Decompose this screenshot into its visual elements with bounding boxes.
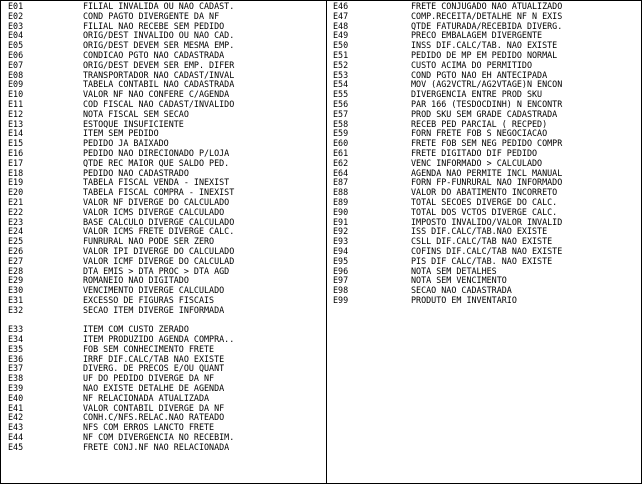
error-description: EXCESSO DE FIGURAS FISCAIS [83, 295, 215, 305]
error-row [1, 394, 326, 404]
error-row [327, 110, 640, 120]
error-code: E19 [8, 178, 24, 188]
error-code: E52 [333, 60, 349, 70]
error-description: FORN FRETE FOB S NEGOCIACAO [411, 129, 548, 139]
error-description: VALOR CONTABIL DIVERGE DA NF [83, 403, 225, 413]
error-row [1, 423, 326, 433]
error-code: E06 [8, 50, 24, 60]
error-row [327, 169, 640, 179]
error-code: E09 [8, 80, 24, 90]
error-description: ORIG/DEST DEVEM SER MESMA EMP. [83, 41, 235, 51]
error-description: COND PGTO NAO EH ANTECIPADA [411, 70, 548, 80]
error-description: PEDIDO NAO DIRECIONADO P/LOJA [83, 148, 230, 158]
error-description: PRODUTO EM INVENTARIO [411, 295, 517, 305]
error-row [1, 22, 326, 32]
error-row [327, 237, 640, 247]
error-code: E36 [8, 354, 24, 364]
error-row [1, 296, 326, 306]
error-code: E24 [8, 227, 24, 237]
error-description: TABELA CONTABIL NAO CADASTRADA [83, 80, 235, 90]
error-code: E50 [333, 41, 349, 51]
error-description: FORN FP-FUNRURAL NAO INFORMADO [411, 178, 563, 188]
error-description: NOTA FISCAL SEM SECAO [83, 109, 189, 119]
error-code: E90 [333, 207, 349, 217]
error-description: UF DO PEDIDO DIVERGE DA NF [83, 374, 215, 384]
error-description: FILIAL INVALIDA OU NAO CADAST. [83, 2, 235, 11]
error-code: E26 [8, 246, 24, 256]
error-row [1, 41, 326, 51]
error-row [1, 345, 326, 355]
error-row [1, 120, 326, 130]
error-code: E16 [8, 148, 24, 158]
error-code: E31 [8, 295, 24, 305]
error-row [1, 267, 326, 277]
error-row [1, 286, 326, 296]
error-description: VALOR ICMF DIVERGE DO CALCULAD [83, 256, 235, 266]
error-description: TABELA FISCAL VENDA - INEXIST [83, 178, 230, 188]
error-row [1, 325, 326, 335]
error-row [1, 80, 326, 90]
error-code: E08 [8, 70, 24, 80]
error-description: VALOR IPI DIVERGE DO CALCULADO [83, 246, 235, 256]
error-description: CSLL DIF.CALC/TAB NAO EXISTE [411, 237, 553, 247]
error-description: QTDE REC MAIOR QUE SALDO PED. [83, 158, 230, 168]
error-description: MOV (AG2VCTRL/AG2VTAGE)N ENCON [411, 80, 563, 90]
error-description: ITEM SEM PEDIDO [83, 129, 159, 139]
error-code: E25 [8, 237, 24, 247]
error-row [1, 110, 326, 120]
error-code: E62 [333, 158, 349, 168]
error-row [327, 296, 640, 306]
error-row [1, 227, 326, 237]
error-row [1, 139, 326, 149]
error-row [1, 374, 326, 384]
error-description: PEDIDO NAO CADASTRADO [83, 168, 189, 178]
error-description: VENCIMENTO DIVERGE CALCULADO [83, 286, 225, 296]
error-row [1, 218, 326, 228]
error-row [1, 443, 326, 453]
error-description: RECEB PED PARCIAL ( RECPED) [411, 119, 548, 129]
error-row [327, 61, 640, 71]
error-row [1, 237, 326, 247]
error-code: E95 [333, 256, 349, 266]
error-code: E07 [8, 60, 24, 70]
error-row [1, 90, 326, 100]
error-code: E94 [333, 246, 349, 256]
error-code: E38 [8, 374, 24, 384]
error-description: COND PAGTO DIVERGENTE DA NF [83, 11, 220, 21]
error-row [1, 316, 326, 326]
error-row [327, 149, 640, 159]
error-description: ITEM COM CUSTO ZERADO [83, 325, 189, 335]
error-row [327, 12, 640, 22]
error-row [327, 267, 640, 277]
error-code: E17 [8, 158, 24, 168]
error-row [327, 178, 640, 188]
error-description: NF RELACIONADA ATUALIZADA [83, 393, 210, 403]
error-code: E58 [333, 119, 349, 129]
error-description: FUNRURAL NAO PODE SER ZERO [83, 237, 215, 247]
error-code: E41 [8, 403, 24, 413]
error-code: E48 [333, 21, 349, 31]
error-description: PROD SKU SEM GRADE CADASTRADA [411, 109, 558, 119]
error-row [1, 51, 326, 61]
error-code: E28 [8, 266, 24, 276]
error-description: NFS COM ERROS LANCTO FRETE [83, 423, 215, 433]
error-row [327, 198, 640, 208]
left-column [1, 1, 327, 483]
error-code: E55 [333, 90, 349, 100]
error-row [327, 188, 640, 198]
error-description: TOTAL SECOES DIVERGE DO CALC. [411, 197, 558, 207]
error-description: PAR 166 (TESDOCDINH) N ENCONTR [411, 99, 563, 109]
error-description: NF COM DIVERGENCIA NO RECEBIM. [83, 433, 235, 443]
error-code: E64 [333, 168, 349, 178]
error-code: E18 [8, 168, 24, 178]
error-row [327, 129, 640, 139]
error-description: FRETE CONJUGADO NAO ATUALIZADO [411, 2, 563, 11]
error-row [327, 247, 640, 257]
error-row [1, 71, 326, 81]
error-code: E14 [8, 129, 24, 139]
error-description: VALOR ICMS FRETE DIVERGE CALC. [83, 227, 235, 237]
error-code: E21 [8, 197, 24, 207]
error-code: E40 [8, 393, 24, 403]
error-row [1, 61, 326, 71]
error-row [1, 355, 326, 365]
error-description: FRETE DIGITADO DIF PEDIDO [411, 148, 538, 158]
error-code: E30 [8, 286, 24, 296]
error-row [1, 276, 326, 286]
error-description: TABELA FISCAL COMPRA - INEXIST [83, 188, 235, 198]
error-code: E57 [333, 109, 349, 119]
error-code: E49 [333, 31, 349, 41]
error-description: PRECO EMBALAGEM DIVERGENTE [411, 31, 543, 41]
error-row [327, 22, 640, 32]
error-description: FOB SEM CONHECIMENTO FRETE [83, 344, 215, 354]
error-description: COFINS DIF.CALC/TAB NAO EXISTE [411, 246, 563, 256]
error-description: SECAO NAO CADASTRADA [411, 286, 512, 296]
error-description: VENC INFORMADO > CALCULADO [411, 158, 543, 168]
error-description: AGENDA NAO PERMITE INCL MANUAL [411, 168, 563, 178]
error-code: E96 [333, 266, 349, 276]
error-description: COMP.RECEITA/DETALHE NF N EXIS [411, 11, 563, 21]
error-description: TRANSPORTADOR NAO CADAST/INVAL [83, 70, 235, 80]
error-description: PEDIDO DE MP EM PEDIDO NORMAL [411, 50, 558, 60]
error-description: PEDIDO JA BAIXADO [83, 139, 169, 149]
error-row [327, 139, 640, 149]
error-code: E20 [8, 188, 24, 198]
error-description: ISS DIF.CALC/TAB.NAO EXISTE [411, 227, 548, 237]
error-code: E03 [8, 21, 24, 31]
error-row [1, 433, 326, 443]
error-code: E04 [8, 31, 24, 41]
error-code: E35 [8, 344, 24, 354]
error-code: E05 [8, 41, 24, 51]
error-code: E46 [333, 2, 349, 11]
error-code: E34 [8, 335, 24, 345]
error-code: E47 [333, 11, 349, 21]
error-description: QTDE FATURADA/RECEBIDA DIVERG. [411, 21, 563, 31]
error-code: E39 [8, 384, 24, 394]
error-row [1, 12, 326, 22]
error-code: E12 [8, 109, 24, 119]
error-description: VALOR NF NAO CONFERE C/AGENDA [83, 90, 230, 100]
error-row [1, 169, 326, 179]
error-code: E60 [333, 139, 349, 149]
error-description: VALOR NF DIVERGE DO CALCULADO [83, 197, 230, 207]
error-row [1, 413, 326, 423]
error-row [327, 51, 640, 61]
error-row [1, 159, 326, 169]
error-description: SECAO ITEM DIVERGE INFORMADA [83, 305, 225, 315]
error-description: PIS DIF CALC/TAB. NAO EXISTE [411, 256, 553, 266]
error-row [1, 384, 326, 394]
error-description: NOTA SEM VENCIMENTO [411, 276, 507, 286]
error-row [1, 100, 326, 110]
error-description: ORIG/DEST INVALIDO OU NAO CAD. [83, 31, 235, 41]
error-row [1, 364, 326, 374]
error-code: E33 [8, 325, 24, 335]
error-code: E01 [8, 2, 24, 11]
error-description: CUSTO ACIMA DO PERMITIDO [411, 60, 533, 70]
error-row [1, 257, 326, 267]
error-description: ORIG/DEST DEVEM SER EMP. DIFER [83, 60, 235, 70]
error-description: FRETE CONJ.NF NAO RELACIONADA [83, 442, 230, 452]
error-description: ITEM PRODUZIDO AGENDA COMPRA.. [83, 335, 235, 345]
error-code: E11 [8, 99, 24, 109]
error-description: COD FISCAL NAO CADAST/INVALIDO [83, 99, 235, 109]
error-row [1, 178, 326, 188]
error-code: E22 [8, 207, 24, 217]
error-row [327, 71, 640, 81]
error-code: E13 [8, 119, 24, 129]
error-code: E54 [333, 80, 349, 90]
error-row [327, 90, 640, 100]
error-code: E59 [333, 129, 349, 139]
error-row [1, 129, 326, 139]
error-row [327, 227, 640, 237]
error-code: E43 [8, 423, 24, 433]
error-code: E32 [8, 305, 24, 315]
error-code: E27 [8, 256, 24, 266]
error-code: E91 [333, 217, 349, 227]
error-row [327, 159, 640, 169]
error-description: ROMANEIO NAO DIGITADO [83, 276, 189, 286]
error-description: IRRF DIF.CALC/TAB NAO EXISTE [83, 354, 225, 364]
error-description: VALOR DO ABATIMENTO INCORRETO [411, 188, 558, 198]
error-description: DIVERGENCIA ENTRE PROD SKU [411, 90, 543, 100]
error-row [327, 31, 640, 41]
error-code: E15 [8, 139, 24, 149]
error-code: E23 [8, 217, 24, 227]
error-code: E98 [333, 286, 349, 296]
error-row [1, 208, 326, 218]
error-code: E88 [333, 188, 349, 198]
right-column [327, 1, 640, 483]
error-row [327, 257, 640, 267]
error-code: E53 [333, 70, 349, 80]
error-code: E56 [333, 99, 349, 109]
error-description: IMPOSTO INVALIDO/VALOR INVALID [411, 217, 563, 227]
error-description: INSS DIF.CALC/TAB. NAO EXISTE [411, 41, 558, 51]
error-description: ESTOQUE INSUFICIENTE [83, 119, 184, 129]
error-description: NAO EXISTE DETALHE DE AGENDA [83, 384, 225, 394]
error-code: E97 [333, 276, 349, 286]
error-code: E93 [333, 237, 349, 247]
error-description: VALOR ICMS DIVERGE CALCULADO [83, 207, 225, 217]
error-row [327, 218, 640, 228]
error-description: DIVERG. DE PRECOS E/OU QUANT [83, 364, 225, 374]
error-row [1, 306, 326, 316]
error-code: E44 [8, 433, 24, 443]
error-row [1, 2, 326, 12]
error-code: E92 [333, 227, 349, 237]
error-row [327, 276, 640, 286]
error-code: E89 [333, 197, 349, 207]
error-code: E42 [8, 413, 24, 423]
error-description: FILIAL NAO RECEBE SEM PEDIDO [83, 21, 225, 31]
error-row [1, 149, 326, 159]
error-row [1, 188, 326, 198]
error-description: TOTAL DOS VCTOS DIVERGE CALC. [411, 207, 558, 217]
error-code: E45 [8, 442, 24, 452]
error-row [1, 335, 326, 345]
error-code: E51 [333, 50, 349, 60]
error-code: E99 [333, 295, 349, 305]
error-row [1, 247, 326, 257]
error-row [327, 286, 640, 296]
error-description: CONDICAO PGTO NAO CADASTRADA [83, 50, 225, 60]
error-row [327, 41, 640, 51]
error-code: E29 [8, 276, 24, 286]
error-row [327, 208, 640, 218]
error-description: CONH.C/NFS.RELAC.NAO RATEADO [83, 413, 225, 423]
error-row [1, 31, 326, 41]
error-description: NOTA SEM DETALHES [411, 266, 497, 276]
error-row [1, 404, 326, 414]
error-row [1, 198, 326, 208]
error-description: FRETE FOB SEM NEG PEDIDO COMPR [411, 139, 563, 149]
error-row [327, 100, 640, 110]
error-row [327, 2, 640, 12]
error-code: E61 [333, 148, 349, 158]
error-description: BASE CALCULO DIVERGE CALCULADO [83, 217, 235, 227]
error-row [327, 80, 640, 90]
error-code: E10 [8, 90, 24, 100]
error-row [327, 120, 640, 130]
error-code: E37 [8, 364, 24, 374]
error-code: E87 [333, 178, 349, 188]
error-description: DTA EMIS > DTA PROC > DTA AGD [83, 266, 230, 276]
error-code: E02 [8, 11, 24, 21]
